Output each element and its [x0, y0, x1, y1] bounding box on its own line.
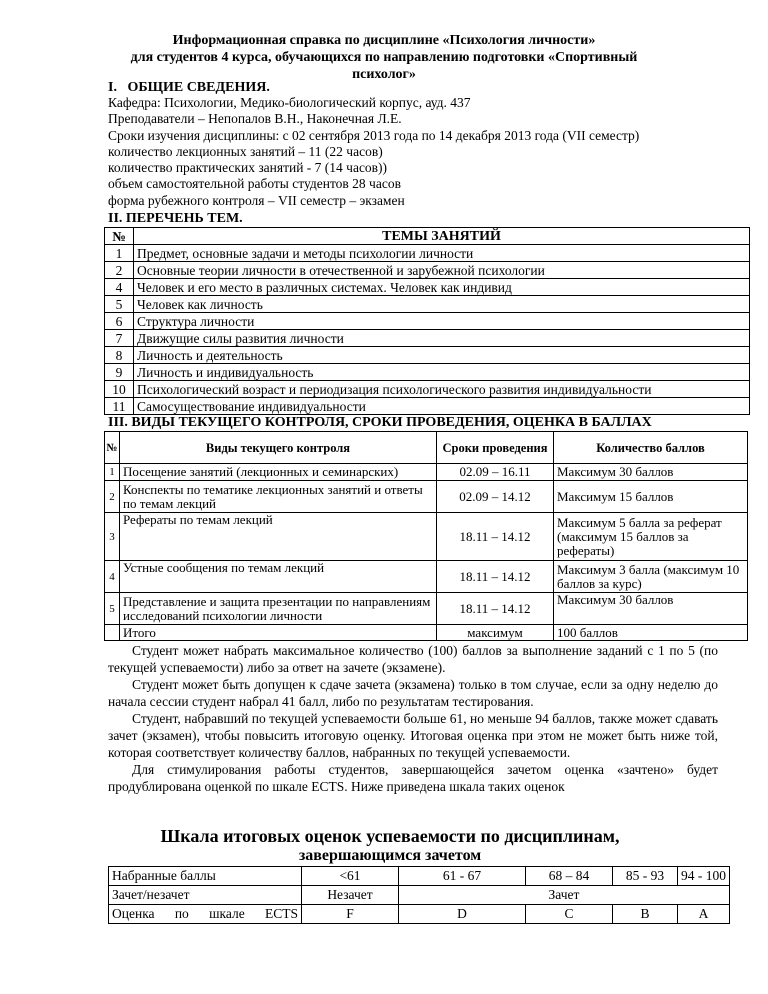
topic-title: Движущие силы развития личности	[134, 330, 750, 347]
total-label: Итого	[120, 625, 437, 641]
topics-table	[104, 227, 750, 415]
info-dates: Сроки изучения дисциплины: с 02 сентября 2013 года по 14 декабря 2013 года (VII семестр)	[108, 127, 640, 143]
ects-grade: C	[526, 905, 613, 924]
topic-number: 1	[105, 245, 134, 262]
table-row	[105, 464, 748, 481]
control-dates: 18.11 – 14.12	[437, 593, 554, 625]
table-row-total	[105, 625, 748, 641]
row-number: 1	[105, 464, 120, 481]
info-control-form: форма рубежного контроля – VII семестр – экзамен	[108, 192, 405, 208]
control-dates: 18.11 – 14.12	[437, 513, 554, 561]
assessment-table	[104, 431, 748, 641]
row-number-empty	[105, 625, 120, 641]
column-header-dates: Сроки проведения	[437, 432, 554, 464]
total-points: 100 баллов	[554, 625, 748, 641]
ects-grade: D	[399, 905, 526, 924]
topic-number: 7	[105, 330, 134, 347]
topic-number: 8	[105, 347, 134, 364]
points-range: <61	[302, 867, 399, 886]
total-dates: максимум	[437, 625, 554, 641]
title-line-2: для студентов 4 курса, обучающихся по направлению подготовки «Спортивный	[130, 50, 638, 65]
topic-number: 9	[105, 364, 134, 381]
paragraph: Студент может набрать максимальное количество (100) баллов за выполнение заданий с 1 по 5 (по текущей успеваемости) либо за ответ на зачете (экзамене).	[108, 643, 718, 675]
scale-title-line-2: завершающимся зачетом	[298, 847, 482, 864]
topic-title: Предмет, основные задачи и методы психологии личности	[134, 245, 750, 262]
table-row	[105, 347, 750, 364]
topic-title: Человек как личность	[134, 296, 750, 313]
column-header-topics: ТЕМЫ ЗАНЯТИЙ	[134, 228, 750, 245]
table-row	[109, 905, 730, 924]
table-row	[105, 279, 750, 296]
info-department: Кафедра: Психологии, Медико-биологический корпус, ауд. 437	[108, 95, 471, 110]
topic-number: 2	[105, 262, 134, 279]
info-teachers: Преподаватели – Непопалов В.Н., Наконечная Л.Е.	[108, 111, 402, 127]
info-lectures: количество лекционных занятий – 11 (22 часов)	[108, 143, 383, 159]
control-kind: Конспекты по тематике лекционных занятий и ответы по темам лекций	[120, 481, 437, 513]
title-line-3: психолог»	[352, 67, 416, 82]
column-header-number: №	[105, 432, 120, 464]
table-header-row	[105, 228, 750, 245]
table-row	[105, 296, 750, 313]
table-header-row	[105, 432, 748, 464]
row-number: 4	[105, 561, 120, 593]
topic-title: Структура личности	[134, 313, 750, 330]
pass-fail-label: Зачет/незачет	[109, 886, 302, 905]
topic-number: 10	[105, 381, 134, 398]
grading-scale-table	[108, 866, 730, 924]
topic-number: 4	[105, 279, 134, 296]
row-number: 3	[105, 513, 120, 561]
table-row	[105, 593, 748, 625]
points-range: 68 – 84	[526, 867, 613, 886]
topic-number: 11	[105, 398, 134, 415]
table-row	[105, 381, 750, 398]
table-row	[105, 330, 750, 347]
control-kind: Представление и защита презентации по направлениям исследований психологии личности	[120, 593, 437, 625]
topic-title: Личность и индивидуальность	[134, 364, 750, 381]
topic-title: Самосуществование индивидуальности	[134, 398, 750, 415]
paragraph: Студент может быть допущен к сдаче зачета (экзамена) только в том случае, если за одну неделю до начала сессии студент набрал 41 балл, либо по результатам тестирования.	[108, 677, 718, 709]
control-kind: Устные сообщения по темам лекций	[120, 561, 437, 593]
control-points: Максимум 3 балла (максимум 10 баллов за курс)	[554, 561, 748, 593]
column-header-points: Количество баллов	[554, 432, 748, 464]
document-title	[100, 32, 668, 83]
topic-title: Человек и его место в различных системах. Человек как индивид	[134, 279, 750, 296]
section-2-heading: II. ПЕРЕЧЕНЬ ТЕМ.	[108, 211, 243, 226]
table-row	[109, 867, 730, 886]
control-kind: Посещение занятий (лекционных и семинарских)	[120, 464, 437, 481]
control-points: Максимум 5 балла за реферат (максимум 15 баллов за рефераты)	[554, 513, 748, 561]
topic-number: 5	[105, 296, 134, 313]
control-points: Максимум 30 баллов	[554, 464, 748, 481]
table-row	[105, 513, 748, 561]
topic-title: Основные теории личности в отечественной и зарубежной психологии	[134, 262, 750, 279]
ects-grade: A	[678, 905, 730, 924]
info-practicals: количество практических занятий - 7 (14 часов))	[108, 160, 388, 176]
paragraph: Для стимулирования работы студентов, завершающейся зачетом оценка «зачтено» будет продублирована оценкой по шкале ECTS. Ниже приведена шкала таких оценок	[108, 762, 718, 794]
general-info	[108, 95, 639, 209]
column-header-number: №	[105, 228, 134, 245]
table-row	[105, 245, 750, 262]
topic-number: 6	[105, 313, 134, 330]
pass-cell: Зачет	[399, 886, 730, 905]
points-range: 94 - 100	[678, 867, 730, 886]
row-number: 5	[105, 593, 120, 625]
topic-title: Личность и деятельность	[134, 347, 750, 364]
rules-text	[108, 642, 718, 795]
paragraph: Студент, набравший по текущей успеваемости больше 61, но меньше 94 баллов, также может сдавать зачет (экзамен), чтобы повысить итоговую оценку. Итоговая оценка при этом не может быть ниже той, которая соответствует количеству баллов, набранных по текущей успеваемости.	[108, 711, 718, 760]
table-row	[105, 262, 750, 279]
row-number: 2	[105, 481, 120, 513]
info-self-study: объем самостоятельной работы студентов 28 часов	[108, 176, 401, 192]
table-row	[105, 481, 748, 513]
table-row	[105, 364, 750, 381]
table-row	[105, 398, 750, 415]
control-dates: 02.09 – 16.11	[437, 464, 554, 481]
table-row	[109, 886, 730, 905]
table-row	[105, 313, 750, 330]
ects-grade: F	[302, 905, 399, 924]
section-3-heading: III. ВИДЫ ТЕКУЩЕГО КОНТРОЛЯ, СРОКИ ПРОВЕДЕНИЯ, ОЦЕНКА В БАЛЛАХ	[108, 415, 652, 430]
title-line-1: Информационная справка по дисциплине «Психология личности»	[172, 33, 596, 48]
fail-cell: Незачет	[302, 886, 399, 905]
section-1-heading: I. ОБЩИЕ СВЕДЕНИЯ.	[108, 80, 270, 95]
ects-label: Оценка по шкале ECTS	[109, 905, 302, 924]
scale-title	[120, 826, 660, 866]
column-header-kind: Виды текущего контроля	[120, 432, 437, 464]
control-kind: Рефераты по темам лекций	[120, 513, 437, 561]
points-range: 61 - 67	[399, 867, 526, 886]
control-dates: 02.09 – 14.12	[437, 481, 554, 513]
topic-title: Психологический возраст и периодизация психологического развития индивидуальности	[134, 381, 750, 398]
control-points: Максимум 30 баллов	[554, 593, 748, 625]
points-label: Набранные баллы	[109, 867, 302, 886]
table-row	[105, 561, 748, 593]
points-range: 85 - 93	[613, 867, 678, 886]
control-dates: 18.11 – 14.12	[437, 561, 554, 593]
control-points: Максимум 15 баллов	[554, 481, 748, 513]
scale-title-line-1: Шкала итоговых оценок успеваемости по дисциплинам,	[160, 826, 620, 846]
ects-grade: B	[613, 905, 678, 924]
